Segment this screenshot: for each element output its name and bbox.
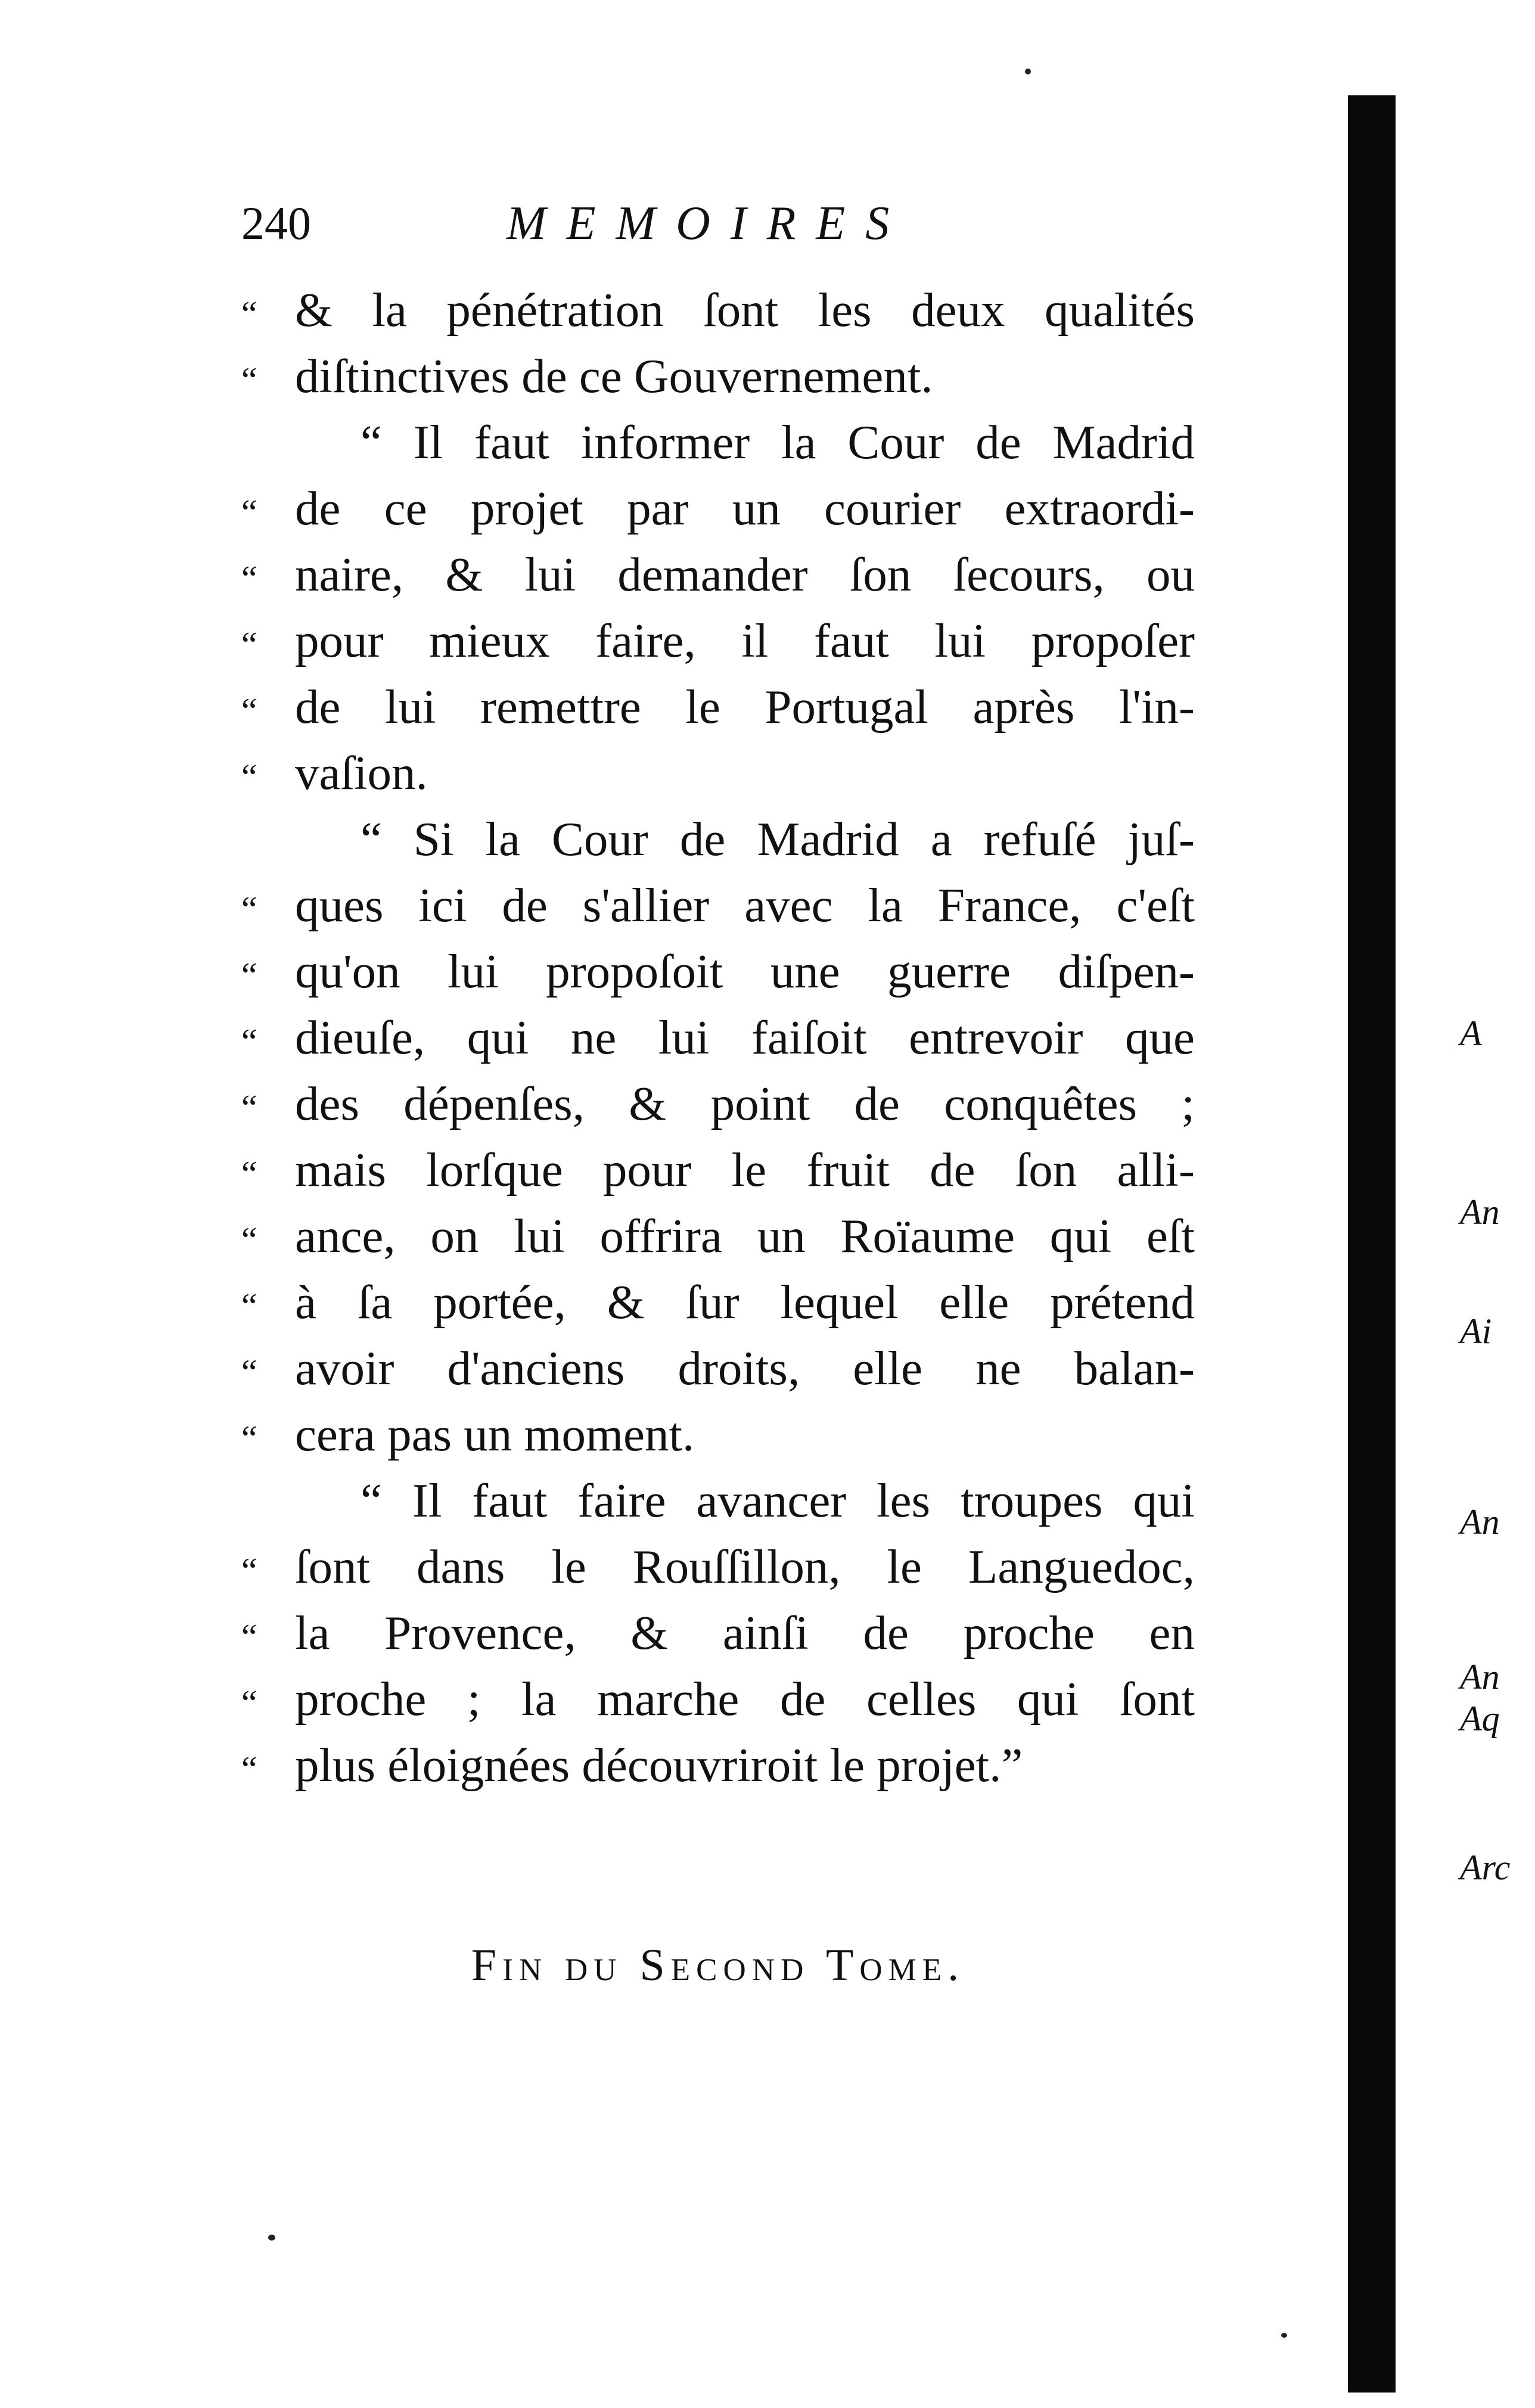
line-text: mais lorſque pour le fruit de ſon alli- (295, 1143, 1195, 1197)
text-line (241, 277, 1195, 343)
quote-mark: “ (241, 890, 257, 929)
line-text: naire, & lui demander ſon ſecours, ou (295, 548, 1195, 601)
line-text: de ce projet par un courier extraordi- (295, 481, 1195, 535)
text-line (241, 542, 1195, 608)
line-text: la Provence, & ainſi de proche en (295, 1606, 1195, 1660)
text-line (241, 1137, 1195, 1203)
next-page-fragment: Aq (1460, 1699, 1500, 1738)
text-line (241, 343, 1195, 409)
line-text: proche ; la marche de celles qui ſont (295, 1672, 1195, 1726)
line-text: dieuſe, qui ne lui faiſoit entrevoir que (295, 1011, 1195, 1064)
line-text: à ſa portée, & ſur lequel elle prétend (295, 1275, 1195, 1329)
line-text: “ Il faut faire avancer les troupes qui (361, 1474, 1195, 1527)
page-gutter-shadow (1348, 95, 1396, 2393)
text-line (241, 674, 1195, 740)
line-text: cera pas un moment. (295, 1407, 695, 1461)
quote-mark: “ (241, 757, 257, 797)
line-text: ance, on lui offrira un Roïaume qui eſt (295, 1209, 1195, 1263)
line-text: plus éloignées découvriroit le projet.” (295, 1738, 1023, 1792)
quote-mark: “ (241, 1551, 257, 1590)
quote-mark: “ (241, 1750, 257, 1789)
text-line (241, 1666, 1195, 1732)
text-line (241, 1203, 1195, 1269)
text-line (241, 476, 1195, 542)
line-text: de lui remettre le Portugal après l'in- (295, 680, 1195, 734)
text-line (241, 409, 1195, 476)
quote-mark: “ (241, 956, 257, 995)
line-text: diſtinctives de ce Gouvernement. (295, 349, 933, 403)
quote-mark: “ (241, 361, 257, 400)
quote-mark: “ (241, 625, 257, 664)
running-title: MEMOIRES (507, 197, 910, 250)
quote-mark: “ (241, 1154, 257, 1194)
quote-mark: “ (241, 493, 257, 532)
next-page-fragment: Ai (1460, 1312, 1492, 1351)
quote-mark: “ (241, 1287, 257, 1326)
ink-speck (1281, 2333, 1287, 2338)
quote-mark: “ (241, 1617, 257, 1657)
body-text (241, 277, 1195, 1798)
text-line (241, 872, 1195, 939)
next-page-fragment: A (1460, 1014, 1482, 1053)
line-text: avoir d'anciens droits, elle ne balan- (295, 1341, 1195, 1395)
text-line (241, 608, 1195, 674)
next-page-fragments (1460, 1013, 1535, 2026)
ink-speck (1025, 69, 1031, 74)
text-line (241, 1534, 1195, 1600)
text-line (241, 1269, 1195, 1335)
line-text: & la pénétration ſont les deux qualités (295, 283, 1195, 337)
quote-mark: “ (241, 1220, 257, 1260)
quote-mark: “ (241, 1419, 257, 1458)
next-page-fragment: Arc (1460, 1848, 1511, 1887)
line-text: ſont dans le Rouſſillon, le Languedoc, (295, 1540, 1195, 1593)
line-text: ques ici de s'allier avec la France, c'eſt (295, 878, 1195, 932)
text-line (241, 1402, 1195, 1468)
line-text: vaſion. (295, 746, 428, 800)
text-line (241, 1335, 1195, 1402)
page-header (241, 191, 1195, 256)
quote-mark: “ (241, 1022, 257, 1061)
next-page-fragment: An (1460, 1657, 1500, 1697)
next-page-fragment: An (1460, 1502, 1500, 1542)
line-text: “ Si la Cour de Madrid a refuſé juſ- (361, 812, 1195, 866)
text-line (241, 1600, 1195, 1666)
text-line (241, 1732, 1195, 1798)
text-line (241, 1468, 1195, 1534)
end-note: Fin du Second Tome. (471, 1940, 965, 1990)
line-text: des dépenſes, & point de conquêtes ; (295, 1077, 1195, 1130)
text-line (241, 806, 1195, 872)
text-line (241, 939, 1195, 1005)
quote-mark: “ (241, 1683, 257, 1723)
line-text: qu'on lui propoſoit une guerre diſpen- (295, 944, 1195, 998)
text-line (241, 1071, 1195, 1137)
quote-mark: “ (241, 1353, 257, 1392)
text-line (241, 1005, 1195, 1071)
page-number: 240 (241, 197, 311, 249)
next-page-fragment: An (1460, 1192, 1500, 1232)
text-line (241, 740, 1195, 806)
quote-mark: “ (241, 294, 257, 334)
line-text: “ Il faut informer la Cour de Madrid (361, 415, 1195, 469)
ink-speck (268, 2235, 275, 2241)
quote-mark: “ (241, 691, 257, 731)
quote-mark: “ (241, 559, 257, 598)
quote-mark: “ (241, 1088, 257, 1127)
line-text: pour mieux faire, il faut lui propoſer (295, 614, 1195, 667)
